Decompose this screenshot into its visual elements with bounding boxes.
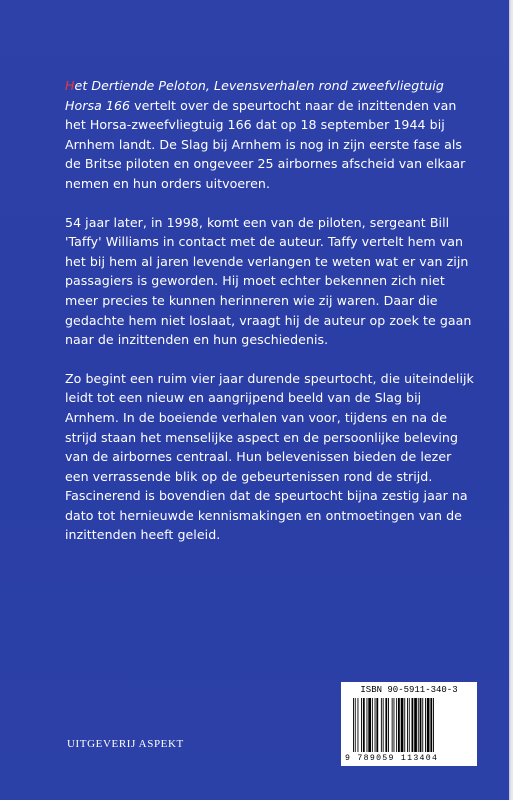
barcode-bars [353, 698, 465, 754]
publisher-name: UITGEVERIJ ASPEKT [67, 738, 184, 750]
blurb-paragraph-2: 54 jaar later, in 1998, komt een van de piloten, sergeant Bill 'Taffy' Williams in contact met de auteur. Taffy vertelt hem van het bij hem al jaren levende verlangen te weten wat er van zijn passagiers is geworden. Hij moet echter bekennen zich niet meer precies te kunnen herinneren wie zij waren. Daar die gedachte hem niet loslaat, vraagt hij de auteur op zoek te gaan naar de inzittenden en hun geschiedenis. [65, 214, 472, 348]
isbn-label: ISBN 90-5911-340-3 [360, 685, 458, 695]
paragraph-1-text: vertelt over de speurtocht naar de inzittenden van het Horsa-zweefvliegtuig 166 dat op 18 september 1944 bij Arnhem landt. De Slag bij Arnhem is nog in zijn eerste fase als de Britse piloten en ongeveer 25 airbornes afscheid van elkaar nemen en hun orders uitvoeren. [65, 97, 466, 191]
barcode-digits: 9 789059 113404 [345, 754, 439, 763]
drop-letter: H [65, 78, 75, 93]
book-title-italic: et Dertiende Peloton, Levensverhalen rond zweefvliegtuig Horsa 166 [65, 78, 444, 113]
blurb-paragraph-3: Zo begint een ruim vier jaar durende speurtocht, die uiteindelijk leidt tot een nieuw en aangrijpend beeld van de Slag bij Arnhem. In de boeiende verhalen van voor, tijdens en na de strijd staan het menselijke aspect en de persoonlijke beleving van de airbornes centraal. Hun belevenissen bieden de lezer een verrassende blik op de gebeurtenissen rond de strijd. Fascinerend is bovendien dat de speurtocht bijna zestig jaar na dato tot hernieuwde kennismakingen en ontmoetingen van de inzittenden heeft geleid. [65, 370, 474, 543]
blurb-text [65, 76, 475, 564]
isbn-barcode [341, 682, 477, 766]
blurb-paragraph-1 [65, 76, 475, 194]
